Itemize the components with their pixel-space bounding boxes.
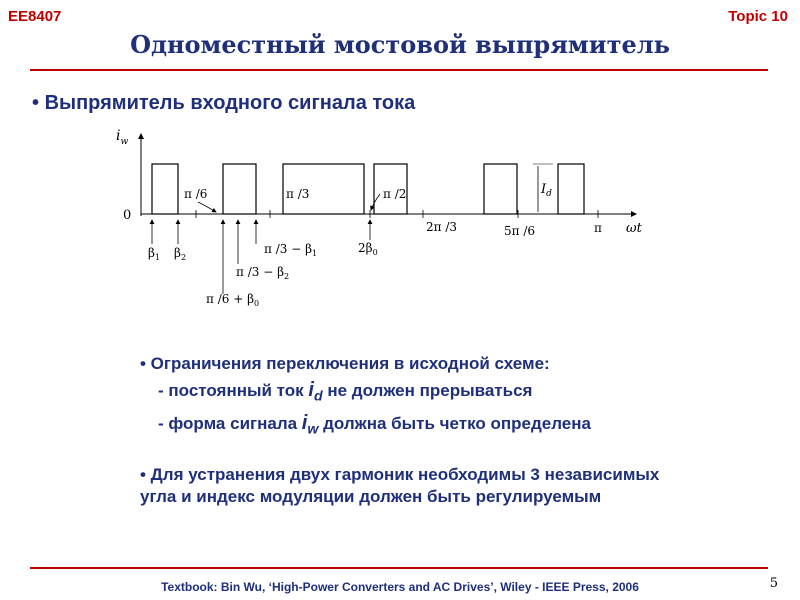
- page-number: 5: [769, 576, 778, 591]
- constraints-heading: • Ограничения переключения в исходной схеме:: [140, 354, 550, 373]
- label-2pi-3: 2π /3: [426, 220, 458, 234]
- constraints-block: [140, 350, 760, 444]
- label-pi: π: [594, 221, 602, 235]
- topic-label: Topic 10: [728, 8, 788, 25]
- label-beta1: $\beta_1$: [148, 246, 161, 262]
- bottom-divider: [30, 567, 768, 569]
- current-waveform-diagram: [108, 122, 648, 312]
- zero-label: 0: [123, 208, 132, 223]
- pulse-6: [558, 164, 584, 214]
- amplitude-label: $I_d$: [541, 182, 552, 199]
- label-pi6-plus-beta0: π $/6 + \beta_0$: [206, 292, 260, 308]
- label-pi-2: π /2: [383, 187, 407, 201]
- constraint-item-1: - постоянный ток $i_d$ не должен прерываться: [158, 379, 533, 405]
- pulse-2: [223, 164, 256, 214]
- main-bullet-text: Выпрямитель входного сигнала тока: [44, 92, 416, 114]
- slide-title: Одноместный мостовой выпрямитель: [130, 30, 670, 59]
- pulse-1: [152, 164, 178, 214]
- x-axis-label: ωt: [626, 221, 642, 236]
- label-pi3-minus-beta2: π $/3 - \beta_2$: [236, 265, 290, 281]
- harmonics-note: • Для устранения двух гармоник необходимы 3 независимых угла и индекс модуляции должен быть регулируемым: [140, 465, 660, 506]
- waveform: [152, 164, 584, 214]
- constraint-item-2: - форма сигнала $i_w$ должна быть четко определена: [158, 412, 591, 438]
- top-divider: [30, 69, 768, 71]
- label-5pi-6: 5π /6: [504, 224, 536, 238]
- label-2beta0: $2\beta_0$: [358, 241, 378, 257]
- label-pi-6: π /6: [184, 187, 208, 201]
- footer-citation: Textbook: Bin Wu, ‘High-Power Converters and AC Drives’, Wiley - IEEE Press, 2006: [161, 580, 639, 594]
- main-bullet: • Выпрямитель входного сигнала тока: [32, 92, 416, 114]
- y-axis-label: $i_w$: [116, 128, 129, 147]
- course-code: EE8407: [8, 8, 62, 25]
- label-pi-3: π /3: [286, 187, 310, 201]
- label-beta2: $\beta_2$: [174, 246, 187, 262]
- pulse-5: [484, 164, 517, 214]
- label-pi3-minus-beta1: π $/3 - \beta_1$: [264, 242, 318, 258]
